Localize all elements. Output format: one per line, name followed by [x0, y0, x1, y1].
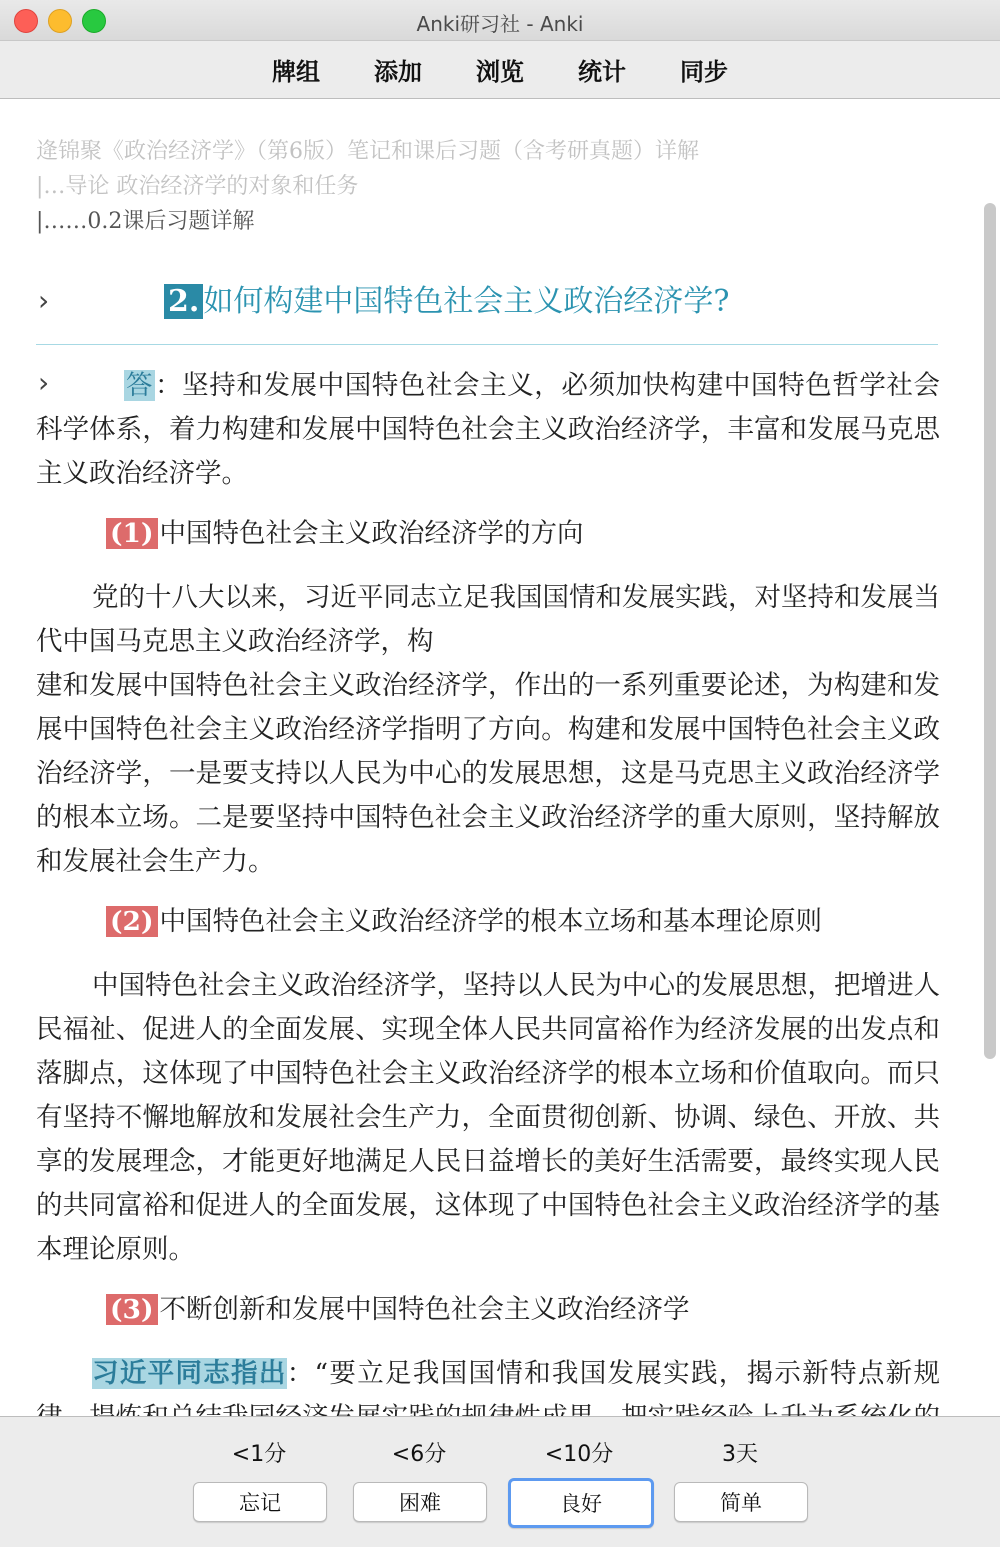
title-bar — [0, 0, 1000, 41]
answer-tag: 答 — [126, 370, 154, 401]
toolbar-browse-link[interactable]: 浏览 — [476, 58, 524, 86]
point-3-quote-tag: 习近平同志指出 — [92, 1358, 287, 1389]
question-heading — [164, 280, 729, 324]
point-3-badge: (3) — [106, 1294, 158, 1325]
toolbar-sync-link[interactable]: 同步 — [680, 58, 728, 86]
easy-interval: 3天 — [722, 1442, 758, 1467]
vertical-scrollbar[interactable] — [984, 203, 996, 1059]
point-1-badge: (1) — [106, 518, 158, 549]
point-1-body-line1: 党的十八大以来，习近平同志立足我国国情和发展实践，对坚持和发展当代中国马克思主义政治经济学，构 — [36, 582, 940, 657]
good-interval: <10分 — [544, 1442, 614, 1467]
review-bar — [0, 1416, 1000, 1547]
main-toolbar — [0, 41, 1000, 99]
breadcrumb — [36, 134, 699, 239]
point-2-heading — [106, 902, 822, 942]
point-3-heading — [106, 1290, 690, 1330]
point-3-body-text: ：“要立足我国国情和我国发展实践，揭示新特点新规 — [286, 1358, 940, 1389]
breadcrumb-section: |……0.2课后习题详解 — [36, 209, 255, 234]
answer-intro-text: ：坚持和发展中国特色社会主义，必须加快构建中国特色哲学社会科学体系，着力构建和发展中国特色社会主义政治经济学，丰富和发展马克思主义政治经济学。 — [36, 370, 941, 489]
question-divider — [36, 344, 938, 345]
point-2-title: 中国特色社会主义政治经济学的根本立场和基本理论原则 — [159, 906, 823, 937]
point-1-body: 建和发展中国特色社会主义政治经济学，作出的一系列重要论述，为构建和发展中国特色社会主义政治经济学指明了方向。构建和发展中国特色社会主义政治经济学，一是要支持以人民为中心的发展思想，这是马克思主义政治经济学的根本立场。二是要坚持中国特色社会主义政治经济学的重大原则，坚持解放和发展社会生产力。 — [36, 670, 940, 877]
breadcrumb-book: 逄锦聚《政治经济学》（第6版）笔记和课后习题（含考研真题）详解 — [36, 139, 699, 164]
answer-intro — [36, 364, 940, 496]
toolbar-decks-link[interactable]: 牌组 — [272, 58, 320, 86]
point-3-clip — [0, 1350, 1000, 1415]
hard-interval: <6分 — [391, 1442, 447, 1467]
easy-button[interactable]: 简单 — [674, 1482, 808, 1522]
point-2-body: 中国特色社会主义政治经济学，坚持以人民为中心的发展思想，把增进人民福祉、促进人的全面发展、实现全体人民共同富裕作为经济发展的出发点和落脚点，这体现了中国特色社会主义政治经济学的根本立场和价值取向。而只有坚持不懈地解放和发展社会生产力，全面贯彻创新、协调、绿色、开放、共享的发展理念，才能更好地满足人民日益增长的美好生活需要，最终实现人民的共同富裕和促进人的全面发展，这体现了中国特色社会主义政治经济学的基本理论原则。 — [36, 970, 940, 1265]
good-button[interactable]: 良好 — [508, 1478, 654, 1528]
toolbar-stats-link[interactable]: 统计 — [578, 58, 626, 86]
question-text: 如何构建中国特色社会主义政治经济学? — [203, 284, 730, 319]
point-2-badge: (2) — [106, 906, 158, 937]
point-3-title: 不断创新和发展中国特色社会主义政治经济学 — [159, 1294, 690, 1325]
question-number: 2. — [164, 284, 203, 319]
expand-question-chevron-icon[interactable]: › — [38, 284, 50, 317]
point-1-heading — [106, 514, 584, 554]
again-button[interactable]: 忘记 — [193, 1482, 327, 1522]
again-interval: <1分 — [231, 1442, 287, 1467]
breadcrumb-chapter: |…导论 政治经济学的对象和任务 — [36, 174, 359, 199]
expand-answer-chevron-icon[interactable]: › — [38, 366, 50, 399]
toolbar-add-link[interactable]: 添加 — [374, 58, 422, 86]
hard-button[interactable]: 困难 — [353, 1482, 487, 1522]
window-title: Anki研习社 - Anki — [416, 12, 584, 36]
point-1-title: 中国特色社会主义政治经济学的方向 — [159, 518, 584, 549]
